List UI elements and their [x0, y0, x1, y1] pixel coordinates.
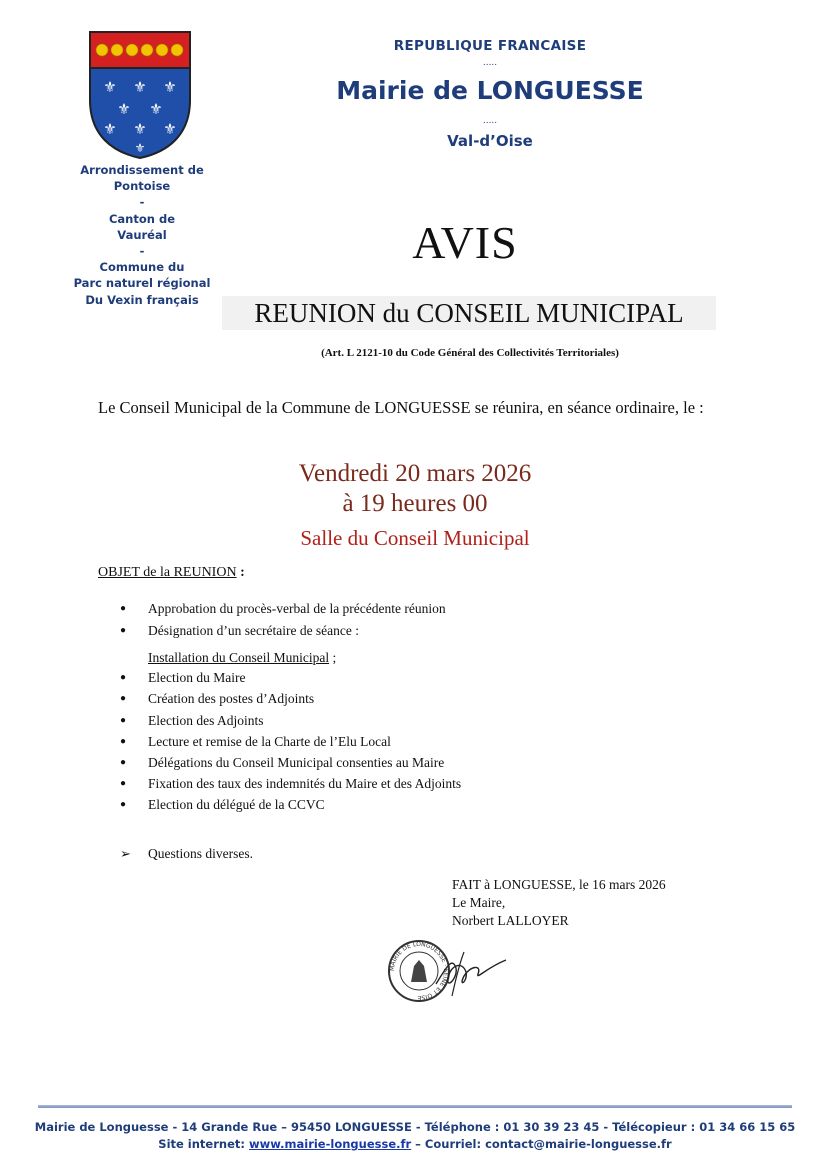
department-name: Val-d’Oise — [447, 132, 533, 150]
svg-text:⚜: ⚜ — [149, 100, 163, 118]
administrative-info — [60, 162, 224, 308]
list-item: ● Désignation d’un secrétaire de séance : — [120, 620, 359, 640]
signatory-name: Norbert LALLOYER — [452, 913, 569, 928]
bullet-icon: ● — [120, 624, 127, 636]
commune-line: Commune du — [99, 260, 185, 275]
list-item: ➢ Questions diverses. — [120, 843, 253, 863]
arrondissement-name: Pontoise — [113, 179, 171, 194]
notice-subtitle: REUNION du CONSEIL MUNICIPAL — [222, 296, 716, 330]
bullet-icon: ● — [120, 735, 127, 747]
dots-separator: ..... — [482, 58, 498, 68]
parc-line: Parc naturel régional — [73, 276, 211, 291]
svg-text:⚜: ⚜ — [163, 120, 177, 138]
footer-web: Site internet: www.mairie-longuesse.fr – Courriel: contact@mairie-longuesse.fr — [158, 1137, 672, 1151]
intro-paragraph: Le Conseil Municipal de la Commune de LONGUESSE se réunira, en séance ordinaire, le : — [98, 398, 704, 417]
bullet-icon: ● — [120, 692, 127, 704]
footer-contact: Mairie de Longuesse - 14 Grande Rue – 95450 LONGUESSE - Téléphone : 01 30 39 23 45 - Télécopieur : 01 34 66 15 65 — [34, 1120, 796, 1134]
bullet-icon: ● — [120, 756, 127, 768]
separator: - — [139, 195, 145, 210]
svg-text:⚜: ⚜ — [103, 120, 117, 138]
coat-of-arms-icon — [88, 30, 192, 160]
list-item: ● Création des postes d’Adjoints — [120, 688, 314, 708]
svg-text:⚜: ⚜ — [103, 78, 117, 96]
agenda-heading-colon: : — [236, 565, 245, 580]
dots-separator: ..... — [482, 116, 498, 126]
mairie-title: Mairie de LONGUESSE — [336, 76, 644, 105]
bullet-icon: ● — [120, 714, 127, 726]
list-item: ● Election du délégué de la CCVC — [120, 794, 325, 814]
svg-text:⚜: ⚜ — [133, 120, 147, 138]
separator: - — [139, 244, 145, 259]
list-item: ● Election des Adjoints — [120, 710, 264, 730]
bullet-icon: ● — [120, 777, 127, 789]
stamp-text: MAIRIE DE LONGUESSE · SEINE ET OISE — [388, 940, 450, 1002]
meeting-time: à 19 heures 00 — [342, 490, 488, 517]
list-item: ● Fixation des taux des indemnités du Maire et des Adjoints — [120, 773, 461, 793]
svg-text:⚜: ⚜ — [134, 141, 146, 155]
notice-title: AVIS — [412, 217, 518, 268]
signature-block — [452, 876, 666, 930]
footer-divider — [38, 1105, 792, 1108]
website-link[interactable]: www.mairie-longuesse.fr — [249, 1137, 412, 1151]
list-item: ● Lecture et remise de la Charte de l’Elu Local — [120, 731, 391, 751]
arrow-bullet-icon: ➢ — [120, 845, 131, 861]
agenda-heading-label: OBJET de la REUNION — [98, 565, 237, 580]
canton-name: Vauréal — [117, 227, 167, 242]
bullet-icon: ● — [120, 671, 127, 683]
installation-label: Installation du Conseil Municipal — [148, 650, 330, 665]
republic-heading: REPUBLIQUE FRANCAISE — [393, 38, 587, 54]
signatory-role: Le Maire, — [452, 895, 506, 910]
place-date: FAIT à LONGUESSE, le 16 mars 2026 — [452, 877, 666, 892]
bullet-icon: ● — [120, 602, 127, 614]
list-item: ● Délégations du Conseil Municipal consenties au Maire — [120, 752, 444, 772]
svg-text:⚜: ⚜ — [133, 78, 147, 96]
svg-text:⚜: ⚜ — [163, 78, 177, 96]
bullet-icon: ● — [120, 798, 127, 810]
svg-text:⚜: ⚜ — [117, 100, 131, 118]
meeting-date: Vendredi 20 mars 2026 — [298, 460, 532, 487]
vexin-line: Du Vexin français — [85, 292, 199, 307]
legal-reference: (Art. L 2121-10 du Code Général des Collectivités Territoriales) — [321, 347, 619, 359]
meeting-venue: Salle du Conseil Municipal — [300, 526, 530, 550]
list-item: ● Election du Maire — [120, 667, 245, 687]
official-stamp-icon — [386, 938, 510, 1004]
arrondissement-line: Arrondissement de — [80, 163, 204, 177]
agenda-heading — [98, 565, 245, 581]
list-item: ● Approbation du procès-verbal de la précédente réunion — [120, 598, 446, 618]
canton-line: Canton de — [108, 211, 175, 226]
installation-heading: Installation du Conseil Municipal ; — [148, 650, 337, 665]
